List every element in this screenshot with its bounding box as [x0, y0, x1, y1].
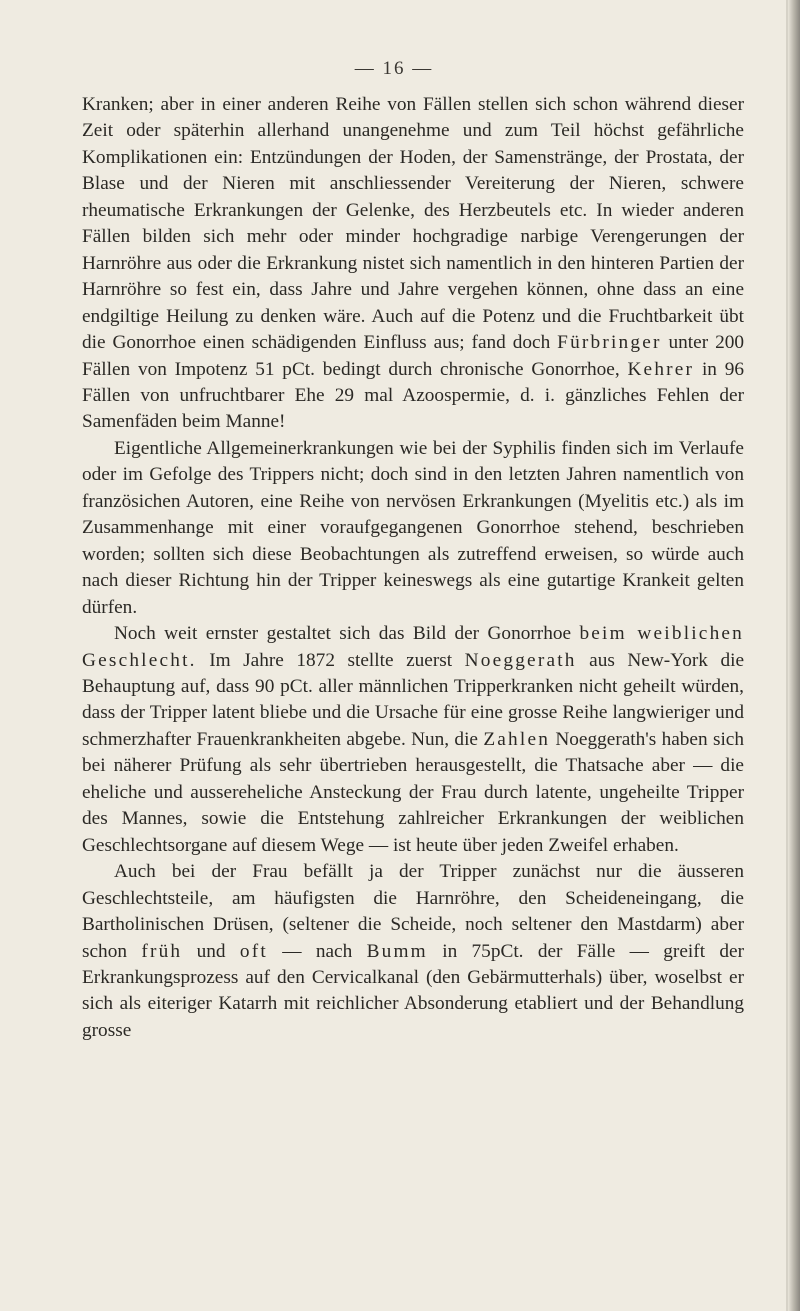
text-run: — nach	[267, 940, 367, 962]
text-run: in 96 Fällen von unfruchtbarer Ehe 29 mal Azoospermie, d. i. gänzliches Fehlen der Samenfäden beim Manne!	[82, 358, 744, 433]
paragraph	[82, 859, 744, 1044]
emphasized-text: Bumm	[366, 940, 428, 962]
text-run: in 75pCt. der Fälle — greift der Erkrankungsprozess auf den Cervicalkanal (den Gebärmutterhals) über, woselbst er sich als eiteriger Katarrh mit reichlicher Absonderung etabliert und der Behandlung grosse	[82, 940, 745, 1041]
text-run: Noch weit ernster gestaltet sich das Bild der Gonorrhoe	[114, 623, 580, 645]
paragraph	[82, 436, 744, 621]
text-run: Kranken; aber in einer anderen Reihe von Fällen stellen sich schon während dieser Zeit oder späterhin allerhand unangenehme und zum Teil höchst gefährliche Komplikationen ein: Entzündungen der Hoden, der Samenstränge, der Prostata, der Blase und der Nieren mit anschliessender Vereiterung der Nieren, schwere rheumatische Erkrankungen der Gelenke, des Herzbeutels etc. In wieder anderen Fällen bilden sich mehr oder minder hochgradige narbige Verengerungen der Harnröhre aus oder die Erkrankung nistet sich namentlich in den hinteren Partien der Harnröhre so fest ein, dass Jahre und Jahre vergehen können, ohne dass an eine endgiltige Heilung zu denken wäre. Auch auf die Potenz und die Fruchtbarkeit übt die Gonorrhoe einen schädigenden Einfluss aus; fand doch	[82, 94, 744, 354]
emphasized-text: Fürbringer	[557, 332, 662, 354]
text-run: Auch bei der Frau befällt ja der Tripper zunächst nur die äusseren Geschlechtsteile, am häufigsten die Harnröhre, den Scheideneingang, die Bartholinischen Drüsen, (seltener die Scheide, noch seltener den Mastdarm) aber schon	[82, 861, 744, 962]
text-run: unter 200 Fällen von Impotenz 51 pCt. bedingt durch chronische Gonorrhoe,	[82, 332, 744, 380]
emphasized-text: früh	[141, 940, 183, 962]
emphasized-text: beim weiblichen Geschlecht.	[82, 623, 745, 671]
paragraph	[82, 621, 744, 859]
text-run: Noeggerath's haben sich bei näherer Prüfung als sehr übertrieben herausgestellt, die Thatsache aber — die eheliche und aussereheliche Ansteckung der Frau durch latente, ungeheilte Tripper des Mannes, sowie die Entstehung zahlreicher Erkrankungen der weiblichen Geschlechtsorgane auf diesem Wege — ist heute über jeden Zweifel erhaben.	[82, 728, 744, 856]
page-number: — 16 —	[354, 58, 434, 79]
text-run: aus New-York die Behauptung auf, dass 90 pCt. aller männlichen Tripperkranken nicht geheilt würden, dass der Tripper latent bliebe und die Ursache für eine grosse Reihe langwieriger und schmerzhafter Frauenkrankheiten abgebe. Nun, die	[82, 649, 744, 750]
paragraph	[82, 92, 744, 436]
page-edge	[788, 0, 800, 1311]
body-text	[82, 92, 744, 1044]
text-run: Im Jahre 1872 stellte zuerst	[196, 649, 465, 671]
emphasized-text: oft	[239, 940, 268, 962]
emphasized-text: Kehrer	[627, 358, 695, 380]
emphasized-text: Noeggerath	[464, 649, 577, 671]
text-run: Eigentliche Allgemeinerkrankungen wie bei der Syphilis finden sich im Verlaufe oder im Gefolge des Trippers nicht; doch sind in den letzten Jahren namentlich von französichen Autoren, eine Reihe von nervösen Erkrankungen (Myelitis etc.) als im Zusammenhange mit einer voraufgegangenen Gonorrhoe stehend, beschrieben worden; sollten sich diese Beobachtungen als zutreffend erweisen, so würde auch nach dieser Richtung hin der Tripper keineswegs als eine gutartige Krankeit gelten dürfen.	[82, 437, 744, 618]
emphasized-text: Zahlen	[483, 728, 551, 750]
text-run: und	[182, 940, 240, 962]
